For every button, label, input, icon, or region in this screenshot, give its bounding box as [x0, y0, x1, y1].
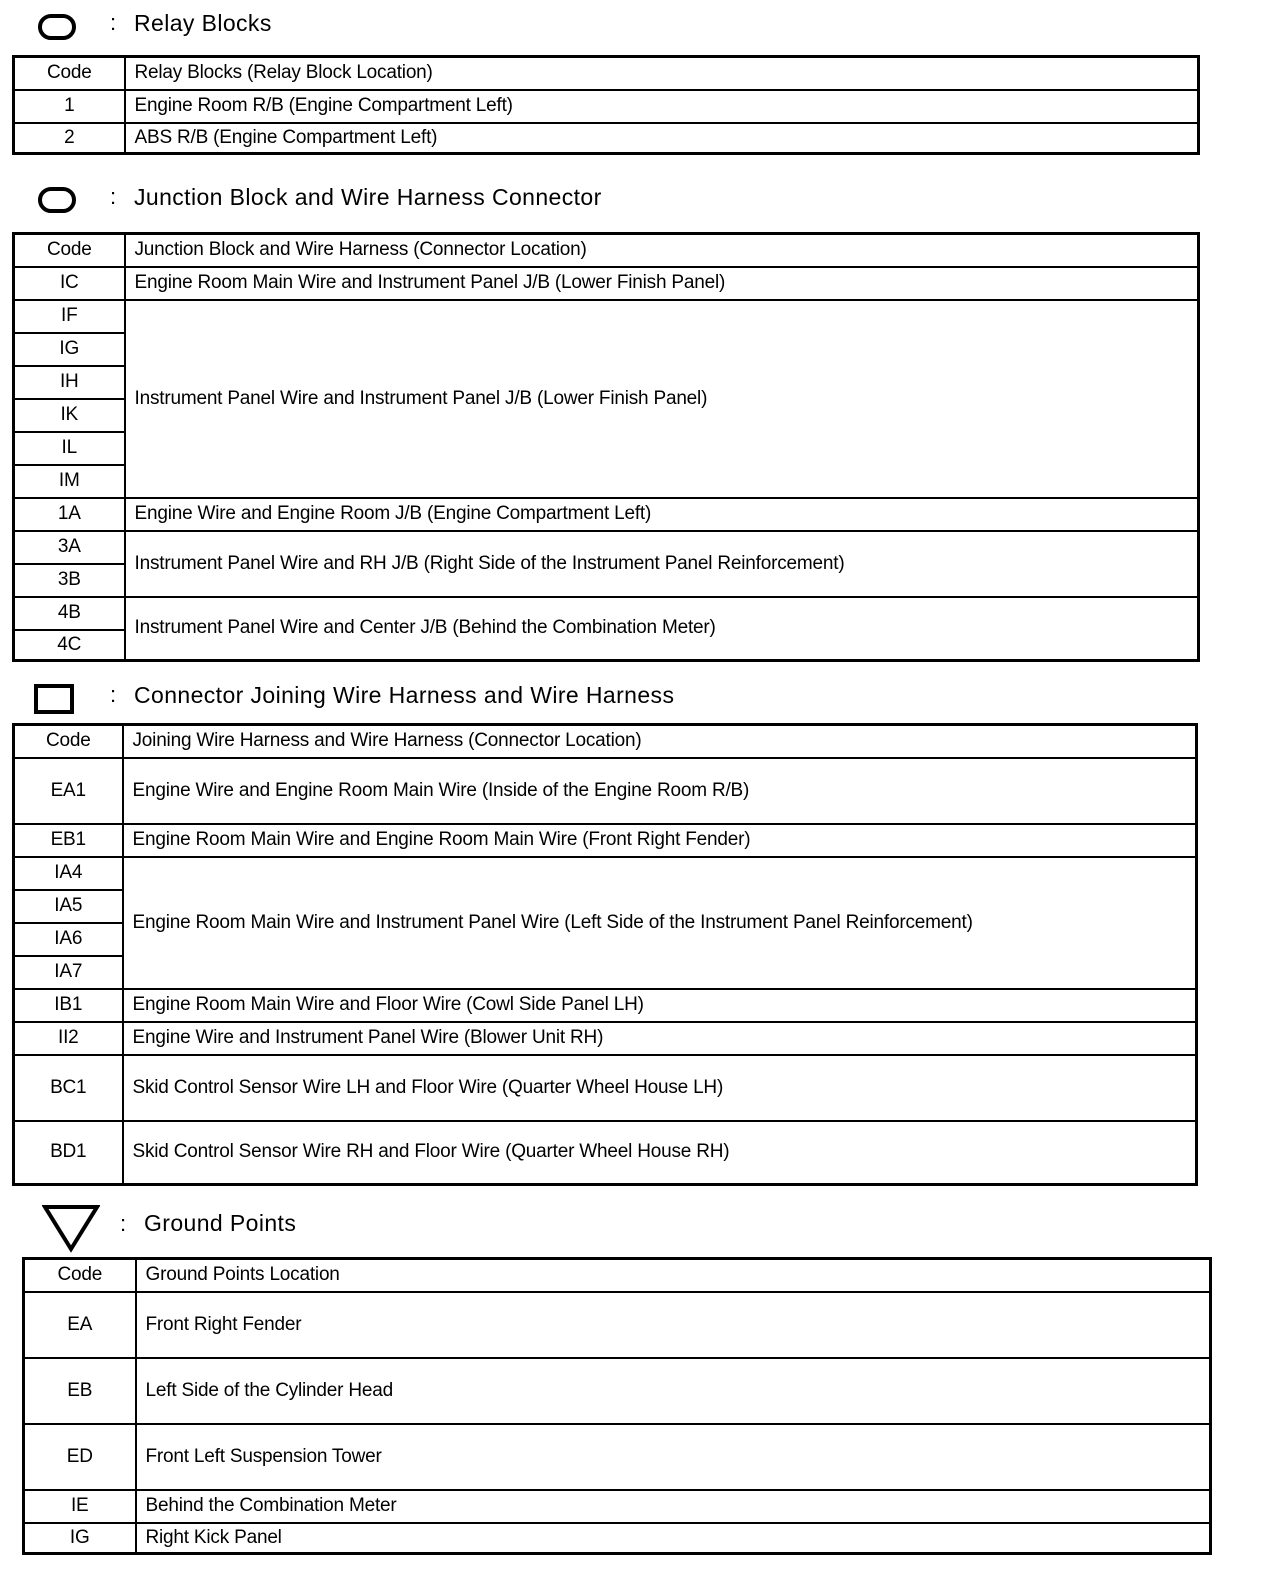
desc-cell: Instrument Panel Wire and RH J/B (Right Side of the Instrument Panel Reinforcement) — [125, 531, 1199, 597]
connectors-colon: : — [110, 682, 117, 707]
code-cell: ED — [24, 1424, 136, 1490]
junction-blocks-heading — [0, 182, 800, 222]
code-cell: IA4 — [14, 857, 123, 890]
ground-points-colon: : — [120, 1211, 127, 1236]
table-row — [14, 267, 1199, 300]
desc-cell: Engine Wire and Instrument Panel Wire (Blower Unit RH) — [123, 1022, 1197, 1055]
code-header: Code — [24, 1259, 136, 1292]
code-cell: IC — [14, 267, 125, 300]
desc-cell: Instrument Panel Wire and Center J/B (Behind the Combination Meter) — [125, 597, 1199, 661]
desc-cell: Behind the Combination Meter — [136, 1490, 1211, 1523]
table-header-row — [14, 725, 1197, 758]
code-cell: IA5 — [14, 890, 123, 923]
table-row — [14, 498, 1199, 531]
code-cell: EA1 — [14, 758, 123, 824]
code-cell: IK — [14, 399, 125, 432]
table-header-row — [24, 1259, 1211, 1292]
relay-blocks-title: Relay Blocks — [134, 10, 272, 36]
code-header: Code — [14, 725, 123, 758]
desc-cell: Engine Wire and Engine Room J/B (Engine Compartment Left) — [125, 498, 1199, 531]
desc-cell: Engine Room R/B (Engine Compartment Left) — [125, 90, 1199, 123]
connectors-table — [12, 723, 1198, 1186]
code-cell: IE — [24, 1490, 136, 1523]
code-cell: 1 — [14, 90, 125, 123]
code-cell: 1A — [14, 498, 125, 531]
table-row — [14, 857, 1197, 890]
triangle-down-icon — [42, 1203, 100, 1253]
relay-blocks-colon: : — [110, 10, 117, 35]
desc-cell: Engine Room Main Wire and Floor Wire (Cowl Side Panel LH) — [123, 989, 1197, 1022]
table-row — [14, 1055, 1197, 1121]
code-header: Code — [14, 57, 125, 90]
junction-blocks-title: Junction Block and Wire Harness Connector — [134, 184, 602, 210]
table-row — [14, 123, 1199, 154]
table-row — [14, 597, 1199, 630]
relay-blocks-table — [12, 55, 1200, 155]
desc-header: Relay Blocks (Relay Block Location) — [125, 57, 1199, 90]
desc-header: Joining Wire Harness and Wire Harness (Connector Location) — [123, 725, 1197, 758]
code-cell: EA — [24, 1292, 136, 1358]
junction-blocks-colon: : — [110, 184, 117, 209]
desc-cell: Engine Room Main Wire and Instrument Panel Wire (Left Side of the Instrument Panel Reinforcement) — [123, 857, 1197, 989]
code-cell: IG — [14, 333, 125, 366]
code-cell: II2 — [14, 1022, 123, 1055]
rounded-rectangle-icon — [38, 187, 76, 213]
code-cell: IM — [14, 465, 125, 498]
desc-cell: Right Kick Panel — [136, 1523, 1211, 1554]
code-cell: EB — [24, 1358, 136, 1424]
code-cell: EB1 — [14, 824, 123, 857]
code-cell: IF — [14, 300, 125, 333]
relay-blocks-heading — [0, 8, 700, 48]
code-cell: IA7 — [14, 956, 123, 989]
desc-cell: Left Side of the Cylinder Head — [136, 1358, 1211, 1424]
desc-header: Junction Block and Wire Harness (Connector Location) — [125, 234, 1199, 267]
code-cell: IH — [14, 366, 125, 399]
desc-cell: Front Left Suspension Tower — [136, 1424, 1211, 1490]
table-row — [14, 1121, 1197, 1185]
desc-cell: Engine Room Main Wire and Instrument Panel J/B (Lower Finish Panel) — [125, 267, 1199, 300]
table-header-row — [14, 234, 1199, 267]
desc-cell: Skid Control Sensor Wire LH and Floor Wire (Quarter Wheel House LH) — [123, 1055, 1197, 1121]
code-cell: IL — [14, 432, 125, 465]
desc-cell: ABS R/B (Engine Compartment Left) — [125, 123, 1199, 154]
connectors-heading — [0, 680, 800, 720]
code-cell: 4B — [14, 597, 125, 630]
ground-points-title: Ground Points — [144, 1210, 297, 1236]
desc-cell: Skid Control Sensor Wire RH and Floor Wire (Quarter Wheel House RH) — [123, 1121, 1197, 1185]
table-header-row — [14, 57, 1199, 90]
rounded-rectangle-icon — [38, 14, 76, 40]
desc-header: Ground Points Location — [136, 1259, 1211, 1292]
table-row — [24, 1292, 1211, 1358]
code-cell: IA6 — [14, 923, 123, 956]
table-row — [24, 1424, 1211, 1490]
desc-cell: Engine Wire and Engine Room Main Wire (Inside of the Engine Room R/B) — [123, 758, 1197, 824]
code-cell: IG — [24, 1523, 136, 1554]
table-row — [24, 1358, 1211, 1424]
code-header: Code — [14, 234, 125, 267]
code-cell: BD1 — [14, 1121, 123, 1185]
table-row — [14, 824, 1197, 857]
table-row — [14, 989, 1197, 1022]
table-row — [14, 1022, 1197, 1055]
code-cell: 3B — [14, 564, 125, 597]
table-row — [14, 531, 1199, 564]
code-cell: 4C — [14, 630, 125, 661]
table-row — [24, 1490, 1211, 1523]
desc-cell: Front Right Fender — [136, 1292, 1211, 1358]
desc-cell: Instrument Panel Wire and Instrument Panel J/B (Lower Finish Panel) — [125, 300, 1199, 498]
code-cell: BC1 — [14, 1055, 123, 1121]
connectors-title: Connector Joining Wire Harness and Wire Harness — [134, 682, 675, 708]
junction-blocks-table — [12, 232, 1200, 662]
table-row — [14, 90, 1199, 123]
code-cell: 2 — [14, 123, 125, 154]
ground-points-table — [22, 1257, 1212, 1555]
table-row — [14, 300, 1199, 333]
table-row — [14, 758, 1197, 824]
code-cell: IB1 — [14, 989, 123, 1022]
ground-points-heading — [0, 1203, 600, 1253]
square-icon — [34, 684, 74, 714]
desc-cell: Engine Room Main Wire and Engine Room Main Wire (Front Right Fender) — [123, 824, 1197, 857]
table-row — [24, 1523, 1211, 1554]
code-cell: 3A — [14, 531, 125, 564]
